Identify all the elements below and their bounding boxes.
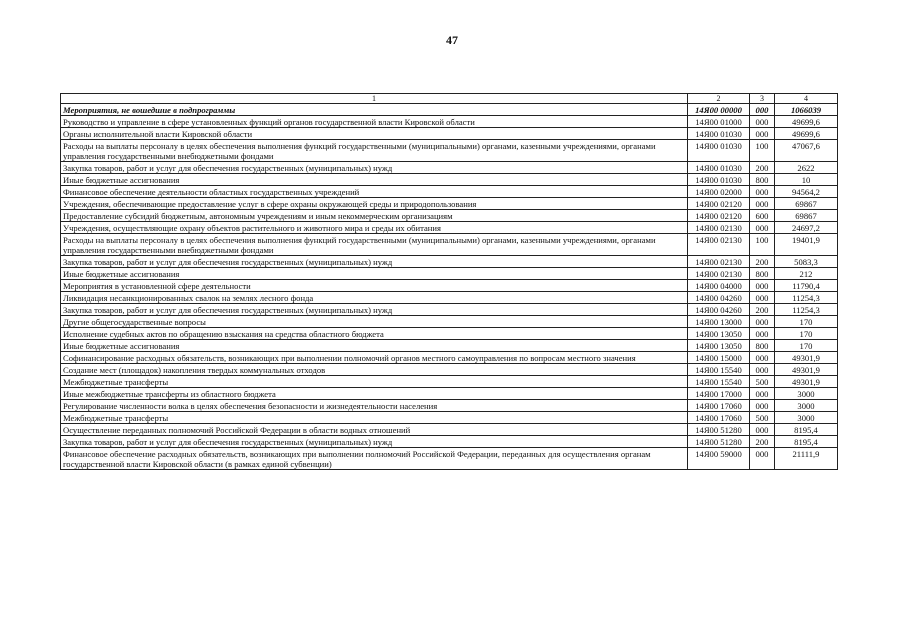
table-row — [61, 436, 838, 448]
table-row — [61, 104, 838, 116]
table-row — [61, 128, 838, 140]
row-name-cell: Осуществление переданных полномочий Российской Федерации в области водных отношений — [61, 424, 688, 436]
row-sum-cell: 11254,3 — [775, 304, 838, 316]
table-row — [61, 292, 838, 304]
row-code-cell: 14Я00 01030 — [688, 128, 750, 140]
row-name-cell: Предоставление субсидий бюджетным, автономным учреждениям и иным некоммерческим организациям — [61, 210, 688, 222]
row-code-cell: 14Я00 51280 — [688, 424, 750, 436]
row-code-cell: 14Я00 02130 — [688, 256, 750, 268]
row-code-cell: 14Я00 02120 — [688, 198, 750, 210]
row-code-cell: 14Я00 01000 — [688, 116, 750, 128]
table-row — [61, 140, 838, 162]
row-code-cell: 14Я00 13000 — [688, 316, 750, 328]
row-name-cell: Закупка товаров, работ и услуг для обеспечения государственных (муниципальных) нужд — [61, 162, 688, 174]
row-sum-cell: 11254,3 — [775, 292, 838, 304]
row-type-cell: 000 — [750, 328, 775, 340]
row-sum-cell: 94564,2 — [775, 186, 838, 198]
row-sum-cell: 170 — [775, 340, 838, 352]
table-row — [61, 186, 838, 198]
row-type-cell: 000 — [750, 104, 775, 116]
table-row — [61, 388, 838, 400]
header-column-2: 2 — [688, 94, 750, 104]
table-row — [61, 352, 838, 364]
row-type-cell: 100 — [750, 234, 775, 256]
row-type-cell: 000 — [750, 198, 775, 210]
page-number: 47 — [446, 33, 458, 47]
row-code-cell: 14Я00 51280 — [688, 436, 750, 448]
row-code-cell: 14Я00 04260 — [688, 304, 750, 316]
row-sum-cell: 3000 — [775, 412, 838, 424]
row-type-cell: 100 — [750, 140, 775, 162]
row-sum-cell: 8195,4 — [775, 424, 838, 436]
row-name-cell: Закупка товаров, работ и услуг для обеспечения государственных (муниципальных) нужд — [61, 304, 688, 316]
row-type-cell: 000 — [750, 448, 775, 470]
row-type-cell: 200 — [750, 304, 775, 316]
table-row — [61, 234, 838, 256]
row-type-cell: 000 — [750, 424, 775, 436]
row-name-cell: Иные бюджетные ассигнования — [61, 340, 688, 352]
table-row — [61, 424, 838, 436]
row-type-cell: 000 — [750, 388, 775, 400]
table-row — [61, 340, 838, 352]
row-code-cell: 14Я00 02120 — [688, 210, 750, 222]
header-column-1: 1 — [61, 94, 688, 104]
row-name-cell: Создание мест (площадок) накопления твердых коммунальных отходов — [61, 364, 688, 376]
row-code-cell: 14Я00 15540 — [688, 376, 750, 388]
row-name-cell: Учреждения, обеспечивающие предоставление услуг в сфере охраны окружающей среды и природопользования — [61, 198, 688, 210]
row-code-cell: 14Я00 01030 — [688, 174, 750, 186]
row-name-cell: Иные бюджетные ассигнования — [61, 174, 688, 186]
row-type-cell: 200 — [750, 436, 775, 448]
row-type-cell: 500 — [750, 412, 775, 424]
header-column-4: 4 — [775, 94, 838, 104]
row-sum-cell: 49699,6 — [775, 116, 838, 128]
row-code-cell: 14Я00 59000 — [688, 448, 750, 470]
row-type-cell: 600 — [750, 210, 775, 222]
table-row — [61, 400, 838, 412]
row-type-cell: 800 — [750, 174, 775, 186]
row-sum-cell: 49301,9 — [775, 352, 838, 364]
row-code-cell: 14Я00 00000 — [688, 104, 750, 116]
row-sum-cell: 3000 — [775, 400, 838, 412]
table-row — [61, 316, 838, 328]
table-row — [61, 162, 838, 174]
row-name-cell: Другие общегосударственные вопросы — [61, 316, 688, 328]
table-row — [61, 116, 838, 128]
row-name-cell: Мероприятия, не вошедшие в подпрограммы — [61, 104, 688, 116]
row-code-cell: 14Я00 13050 — [688, 340, 750, 352]
row-code-cell: 14Я00 02000 — [688, 186, 750, 198]
row-sum-cell: 24697,2 — [775, 222, 838, 234]
row-name-cell: Исполнение судебных актов по обращению взыскания на средства областного бюджета — [61, 328, 688, 340]
row-sum-cell: 212 — [775, 268, 838, 280]
row-type-cell: 000 — [750, 400, 775, 412]
row-sum-cell: 49699,6 — [775, 128, 838, 140]
row-type-cell: 000 — [750, 316, 775, 328]
row-code-cell: 14Я00 04000 — [688, 280, 750, 292]
row-name-cell: Иные межбюджетные трансферты из областного бюджета — [61, 388, 688, 400]
row-sum-cell: 47067,6 — [775, 140, 838, 162]
row-code-cell: 14Я00 01030 — [688, 162, 750, 174]
row-name-cell: Регулирование численности волка в целях обеспечения безопасности и жизнедеятельности населения — [61, 400, 688, 412]
table-row — [61, 376, 838, 388]
row-sum-cell: 2622 — [775, 162, 838, 174]
row-type-cell: 800 — [750, 268, 775, 280]
row-code-cell: 14Я00 17060 — [688, 400, 750, 412]
row-type-cell: 000 — [750, 222, 775, 234]
row-sum-cell: 11790,4 — [775, 280, 838, 292]
row-code-cell: 14Я00 13050 — [688, 328, 750, 340]
row-name-cell: Межбюджетные трансферты — [61, 412, 688, 424]
row-name-cell: Закупка товаров, работ и услуг для обеспечения государственных (муниципальных) нужд — [61, 256, 688, 268]
row-name-cell: Ликвидация несанкционированных свалок на землях лесного фонда — [61, 292, 688, 304]
row-type-cell: 500 — [750, 376, 775, 388]
table-row — [61, 198, 838, 210]
row-type-cell: 000 — [750, 116, 775, 128]
row-code-cell: 14Я00 02130 — [688, 234, 750, 256]
row-name-cell: Мероприятия в установленной сфере деятельности — [61, 280, 688, 292]
row-sum-cell: 21111,9 — [775, 448, 838, 470]
row-sum-cell: 49301,9 — [775, 364, 838, 376]
row-name-cell: Органы исполнительной власти Кировской области — [61, 128, 688, 140]
row-code-cell: 14Я00 15000 — [688, 352, 750, 364]
row-sum-cell: 49301,9 — [775, 376, 838, 388]
row-type-cell: 000 — [750, 364, 775, 376]
table-row — [61, 256, 838, 268]
row-sum-cell: 3000 — [775, 388, 838, 400]
row-name-cell: Финансовое обеспечение расходных обязательств, возникающих при выполнении полномочий Российской Федерации, переданных для осуществления органам государственной власти Кировской области (в рамках единой субвенции) — [61, 448, 688, 470]
row-sum-cell: 5083,3 — [775, 256, 838, 268]
row-type-cell: 000 — [750, 280, 775, 292]
row-type-cell: 000 — [750, 186, 775, 198]
row-name-cell: Финансовое обеспечение деятельности областных государственных учреждений — [61, 186, 688, 198]
row-type-cell: 200 — [750, 256, 775, 268]
row-name-cell: Учреждения, осуществляющие охрану объектов растительного и животного мира и среды их обитания — [61, 222, 688, 234]
row-code-cell: 14Я00 02130 — [688, 268, 750, 280]
row-code-cell: 14Я00 02130 — [688, 222, 750, 234]
row-sum-cell: 170 — [775, 316, 838, 328]
row-name-cell: Закупка товаров, работ и услуг для обеспечения государственных (муниципальных) нужд — [61, 436, 688, 448]
table-row — [61, 328, 838, 340]
table-row — [61, 222, 838, 234]
row-name-cell: Руководство и управление в сфере установленных функций органов государственной власти Кировской области — [61, 116, 688, 128]
row-type-cell: 200 — [750, 162, 775, 174]
row-sum-cell: 19401,9 — [775, 234, 838, 256]
table-row — [61, 448, 838, 470]
budget-table — [60, 93, 838, 470]
row-sum-cell: 1066039 — [775, 104, 838, 116]
table-row — [61, 268, 838, 280]
budget-table-body — [61, 94, 838, 470]
table-row — [61, 304, 838, 316]
table-row — [61, 210, 838, 222]
header-column-3: 3 — [750, 94, 775, 104]
row-type-cell: 800 — [750, 340, 775, 352]
row-code-cell: 14Я00 15540 — [688, 364, 750, 376]
row-name-cell: Софинансирование расходных обязательств, возникающих при выполнении полномочий органов местного самоуправления по вопросам местного значения — [61, 352, 688, 364]
row-name-cell: Расходы на выплаты персоналу в целях обеспечения выполнения функций государственными (муниципальными) органами, казенными учреждениями, органами управления государственными внебюджетными фондами — [61, 234, 688, 256]
row-type-cell: 000 — [750, 352, 775, 364]
row-code-cell: 14Я00 04260 — [688, 292, 750, 304]
table-row — [61, 364, 838, 376]
table-row — [61, 174, 838, 186]
row-sum-cell: 69867 — [775, 198, 838, 210]
table-header-row — [61, 94, 838, 104]
table-row — [61, 280, 838, 292]
row-code-cell: 14Я00 17060 — [688, 412, 750, 424]
row-sum-cell: 10 — [775, 174, 838, 186]
row-code-cell: 14Я00 17000 — [688, 388, 750, 400]
row-sum-cell: 69867 — [775, 210, 838, 222]
row-type-cell: 000 — [750, 292, 775, 304]
row-code-cell: 14Я00 01030 — [688, 140, 750, 162]
row-name-cell: Расходы на выплаты персоналу в целях обеспечения выполнения функций государственными (муниципальными) органами, казенными учреждениями, органами управления государственными внебюджетными фондами — [61, 140, 688, 162]
row-sum-cell: 170 — [775, 328, 838, 340]
table-row — [61, 412, 838, 424]
row-type-cell: 000 — [750, 128, 775, 140]
row-name-cell: Межбюджетные трансферты — [61, 376, 688, 388]
row-name-cell: Иные бюджетные ассигнования — [61, 268, 688, 280]
row-sum-cell: 8195,4 — [775, 436, 838, 448]
